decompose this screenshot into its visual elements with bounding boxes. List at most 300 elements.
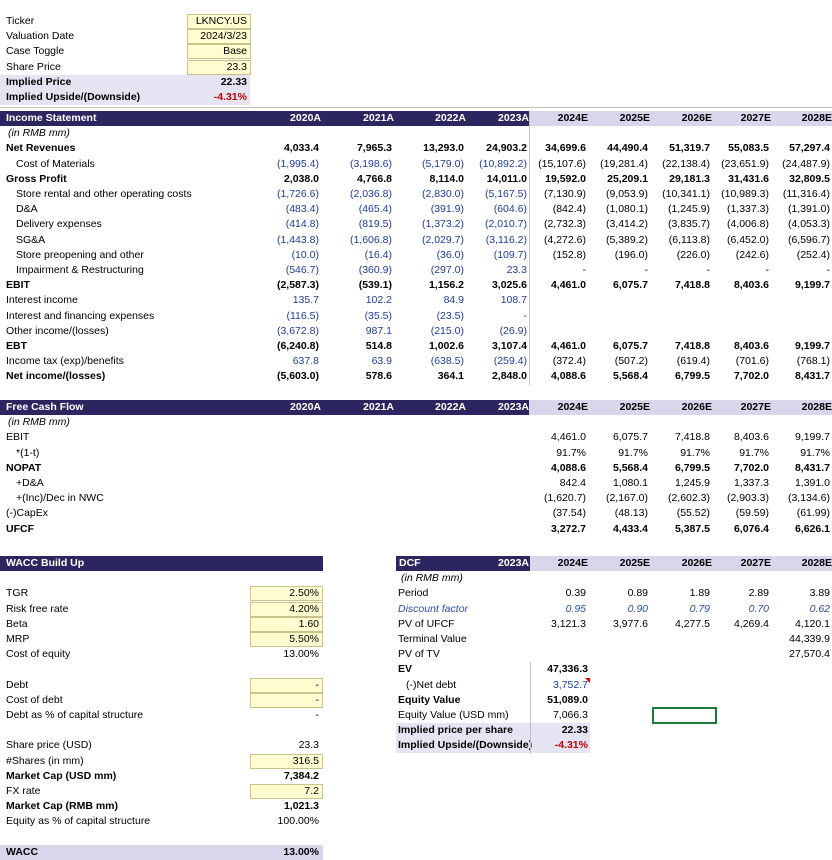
income-row-label: EBIT [6,279,30,292]
income-value: 1,002.6 [428,340,464,352]
income-value: (4,006.8) [726,218,769,231]
fcf-value: (2,903.3) [726,492,769,505]
income-value: (5,179.0) [421,157,464,170]
income-value: (16.4) [364,248,392,261]
unit-label: (in RMB mm) [8,416,70,429]
wacc-value: 23.3 [298,739,319,752]
income-value: 51,319.7 [669,142,710,155]
fcf-value: 9,199.7 [794,431,830,444]
income-value: 1,156.2 [428,279,464,292]
income-value: 3,107.4 [491,340,527,352]
income-value: (546.7) [285,264,319,276]
income-value: 7,418.8 [674,279,710,292]
income-value: 32,809.5 [789,172,830,185]
fcf-value: (2,167.0) [605,492,648,505]
income-value: (1,337.3) [726,203,769,216]
fcf-row-label: (-)CapEx [6,507,49,520]
income-value: 23.3 [506,264,527,276]
income-value: (9,053.9) [605,188,648,200]
wacc-label: Market Cap (RMB mm) [6,800,119,813]
income-value: 24,903.2 [486,142,527,155]
dcf-summary-value: 3,752.7 [552,678,588,691]
fcf-year-2020A: 2020A [290,401,321,413]
income-row-label: EBT [6,340,27,352]
year-header-2027E: 2027E [740,112,771,124]
dcf-year-2026E: 2026E [681,557,712,569]
dcf-summary-label: Equity Value [398,693,461,706]
income-value: (619.4) [676,355,710,368]
income-value: (1,391.0) [787,203,830,216]
dcf-year-2025E: 2025E [619,557,650,569]
comment-indicator [585,678,590,683]
wacc-label: Share price (USD) [6,739,92,752]
income-value: (507.2) [614,355,648,368]
income-value: 57,297.4 [789,142,830,155]
year-header-2023A: 2023A [498,112,529,124]
income-value: (109.7) [493,248,527,261]
income-value: 4,461.0 [550,340,586,352]
income-value: (6,596.7) [787,233,830,246]
income-value: 7,965.3 [356,142,392,155]
income-value: 578.6 [365,370,392,383]
income-value: (768.1) [796,355,830,368]
fcf-year-2023A: 2023A [498,401,529,413]
income-value: 29,181.3 [669,172,710,185]
dcf-value: 27,570.4 [789,648,830,661]
income-value: 4,033.4 [283,142,319,155]
income-value: 4,766.8 [356,172,392,185]
income-value: 8,403.6 [733,340,769,352]
income-value: 364.1 [437,370,464,383]
income-row-label: Net Revenues [6,142,76,155]
income-value: (2,587.3) [276,279,319,292]
param-value[interactable]: 2024/3/23 [200,30,247,43]
wacc-value: 7,384.2 [283,769,319,782]
wacc-final-value: 13.00% [283,845,319,858]
dcf-summary-label: (-)Net debt [406,678,457,691]
income-value: - [582,264,586,276]
unit-label: (in RMB mm) [8,127,70,140]
wacc-value[interactable]: 1.60 [298,617,319,630]
dcf-summary-value: -4.31% [554,739,588,752]
fcf-value: (55.52) [676,507,710,520]
income-row-label: Store preopening and other [16,248,144,261]
income-value: 25,209.1 [607,172,648,185]
wacc-label: MRP [6,633,30,645]
fcf-value: 4,433.4 [612,522,648,535]
year-header-2028E: 2028E [801,112,832,124]
dcf-year-0: 2023A [498,557,529,569]
fcf-value: 6,076.4 [733,522,769,535]
fcf-value: 6,626.1 [794,522,830,535]
fcf-value: 7,418.8 [674,431,710,444]
income-value: 13,293.0 [423,142,464,155]
fcf-value: 842.4 [559,477,586,489]
income-value: 7,702.0 [733,370,769,383]
income-value: (6,452.0) [726,233,769,246]
income-value: (22,138.4) [662,157,710,170]
fcf-value: 1,080.1 [612,477,648,489]
income-value: 6,075.7 [612,340,648,352]
wacc-label: Risk free rate [6,602,69,615]
fcf-year-2021A: 2021A [363,401,394,413]
income-value: (1,245.9) [667,203,710,216]
income-value: (5,167.5) [484,188,527,200]
fcf-year-2027E: 2027E [740,401,771,413]
fcf-value: (1,620.7) [543,492,586,505]
wacc-label: Cost of equity [6,648,71,661]
dcf-value: 0.89 [627,587,648,600]
wacc-label: Beta [6,617,28,630]
income-value: (35.5) [364,309,392,322]
fcf-value: 8,403.6 [733,431,769,444]
income-value: (2,830.0) [421,188,464,200]
dcf-summary-label: Equity Value (USD mm) [398,709,509,721]
dcf-unit: (in RMB mm) [401,572,463,585]
param-label: Valuation Date [6,30,75,43]
param-value: -4.31% [213,91,247,103]
income-value: (3,116.2) [485,233,527,246]
income-value: 6,075.7 [612,279,648,292]
income-value: - [523,309,527,322]
dcf-summary-label: Implied price per share [398,724,513,737]
dcf-value: 0.62 [809,602,830,615]
income-value: (36.0) [436,248,464,261]
wacc-final-label: WACC [6,845,39,858]
wacc-input[interactable] [250,678,323,693]
income-value: 8,114.0 [429,172,464,185]
dcf-row-label: Period [398,587,429,600]
income-value: (5,603.0) [276,370,319,383]
income-value: (2,732.3) [543,218,586,231]
income-value: 55,083.5 [728,142,769,155]
income-value: (1,080.1) [605,203,648,216]
dcf-year-2027E: 2027E [740,557,771,569]
dcf-summary-value: 47,336.3 [547,663,588,676]
fcf-row-label: *(1-t) [16,446,40,459]
income-value: 5,568.4 [612,370,648,383]
income-value: (215.0) [430,324,464,337]
fcf-value: 91.7% [618,446,648,459]
income-row-label: Interest and financing expenses [6,309,155,322]
dcf-row-label: Discount factor [398,602,469,615]
fcf-value: (59.59) [735,507,769,520]
dcf-value: 3.89 [809,587,830,600]
income-value: (152.8) [552,248,586,261]
income-value: 34,699.6 [545,142,586,155]
fcf-value: 6,799.5 [674,461,710,474]
income-value: (7,130.9) [543,188,586,200]
income-row-label: D&A [16,203,38,216]
fcf-value: (2,602.3) [667,492,710,505]
income-value: (1,726.6) [276,188,319,200]
income-value: 19,592.0 [545,172,586,185]
income-value: (4,053.3) [787,218,830,231]
income-value: (604.6) [493,203,527,216]
dcf-summary-value: 7,066.3 [552,709,588,721]
income-row-label: SG&A [16,233,46,246]
income-value: 14,011.0 [486,172,527,185]
income-value: (3,835.7) [667,218,710,231]
wacc-label: Debt as % of capital structure [6,709,144,721]
income-value: 135.7 [292,294,319,307]
income-value: (414.8) [285,218,319,231]
fcf-value: 91.7% [680,446,710,459]
wacc-final-band [0,845,323,860]
income-value: (5,389.2) [605,233,648,246]
income-value: 514.8 [365,340,392,352]
income-value: (4,272.6) [543,233,586,246]
dcf-value: 0.95 [565,602,586,615]
income-value: - [765,264,769,276]
fcf-value: 1,245.9 [674,477,710,489]
income-row-label: Delivery expenses [16,218,102,231]
income-value: (2,036.8) [349,188,392,200]
income-value: (483.4) [285,203,319,216]
income-value: 44,490.4 [607,142,648,155]
selected-cell[interactable] [652,707,717,724]
wacc-value: - [315,709,319,721]
fcf-year-2028E: 2028E [801,401,832,413]
wacc-label: Market Cap (USD mm) [6,769,117,782]
income-value: (10,989.3) [721,188,769,200]
income-value: (24,487.9) [782,157,830,170]
income-value: (701.6) [735,355,769,368]
income-value: (2,029.7) [421,233,464,246]
param-value[interactable]: LKNCY.US [195,15,247,27]
year-header-2022A: 2022A [435,112,466,124]
income-value: 637.8 [292,355,319,368]
param-label: Case Toggle [6,45,65,58]
wacc-value[interactable]: 7.2 [304,785,319,797]
income-value: (297.0) [430,264,464,276]
fcf-value: 4,461.0 [550,431,586,444]
income-value: (196.0) [614,248,648,261]
fcf-title: Free Cash Flow [6,401,84,413]
fcf-value: 5,387.5 [674,522,710,535]
fcf-year-2026E: 2026E [681,401,712,413]
income-value: 84.9 [443,294,464,307]
wacc-value[interactable]: - [315,678,319,691]
income-value: (10,892.2) [479,157,527,170]
dcf-year-2024E: 2024E [557,557,588,569]
param-value[interactable]: 23.3 [226,60,247,73]
dcf-row-label: PV of TV [398,648,440,661]
income-value: (1,443.8) [276,233,319,246]
income-value: (1,606.8) [349,233,392,246]
income-value: 9,199.7 [794,340,830,352]
income-value: (391.9) [430,203,464,216]
income-value: (539.1) [358,279,392,292]
year-header-2021A: 2021A [363,112,394,124]
fcf-value: (61.99) [796,507,830,520]
fcf-year-2024E: 2024E [557,401,588,413]
income-value: 7,418.8 [674,340,710,352]
fcf-row-label: +D&A [16,477,44,489]
dcf-value: 0.70 [748,602,769,615]
dcf-value: 3,977.6 [612,617,648,630]
income-value: (6,240.8) [276,340,319,352]
dcf-value: 0.90 [627,602,648,615]
income-value: 9,199.7 [794,279,830,292]
wacc-value[interactable]: 316.5 [292,754,319,767]
dcf-title: DCF [399,557,421,569]
fcf-value: 3,272.7 [550,522,586,535]
dcf-value: 4,120.1 [794,617,830,630]
income-row-label: Impairment & Restructuring [16,264,144,276]
income-value: (19,281.4) [600,157,648,170]
income-value: 4,088.6 [550,370,586,383]
income-value: (3,414.2) [605,218,648,231]
income-value: (819.5) [358,218,392,231]
fcf-value: (37.54) [552,507,586,520]
param-value: 22.33 [220,75,247,88]
fcf-row-label: NOPAT [6,461,42,474]
income-value: 2,848.0 [491,370,527,383]
income-row-label: Store rental and other operating costs [16,188,192,200]
year-header-2024E: 2024E [557,112,588,124]
dcf-value: 0.79 [689,602,710,615]
fcf-value: 8,431.7 [794,461,830,474]
wacc-value[interactable]: 2.50% [289,587,319,600]
income-row-label: Other income/(losses) [6,324,109,337]
dcf-row-label: Terminal Value [398,633,467,645]
income-statement-title: Income Statement [6,112,97,124]
fcf-year-2022A: 2022A [435,401,466,413]
wacc-label: Cost of debt [6,693,63,706]
fcf-value: 91.7% [556,446,586,459]
fcf-value: 91.7% [739,446,769,459]
dcf-value: 3,121.3 [550,617,586,630]
income-value: (10,341.1) [662,188,710,200]
income-value: (1,995.4) [276,157,319,170]
wacc-label: FX rate [6,785,41,797]
dcf-value: 2.89 [748,587,769,600]
income-value: (6,113.8) [668,233,710,246]
wacc-label: #Shares (in mm) [6,754,84,767]
dcf-summary-value: 51,089.0 [547,693,588,706]
fcf-value: 4,088.6 [550,461,586,474]
income-value: (259.4) [493,355,527,368]
gridline [0,107,832,108]
income-row-label: Gross Profit [6,172,67,185]
income-value: 987.1 [365,324,392,337]
income-value: (2,010.7) [484,218,527,231]
income-value: (26.9) [499,324,527,337]
income-value: - [644,264,648,276]
income-value: 4,461.0 [550,279,586,292]
fcf-value: 1,391.0 [794,477,830,489]
income-value: (10.0) [291,248,319,261]
income-row-label: Net income/(losses) [6,370,106,383]
income-value: (1,373.2) [421,218,464,231]
income-value: 3,025.6 [491,279,527,292]
income-row-label: Income tax (exp)/benefits [6,355,124,368]
fcf-value: (3,134.6) [787,492,830,505]
dcf-divider [530,662,532,753]
fcf-row-label: +(Inc)/Dec in NWC [16,492,104,505]
income-value: (3,198.6) [349,157,392,170]
fcf-value: (48.13) [614,507,648,520]
wacc-value: 100.00% [277,815,319,828]
income-value: (638.5) [430,355,464,368]
divider [529,111,531,385]
income-value: (11,316.4) [782,188,830,200]
wacc-value[interactable]: 4.20% [289,602,319,615]
wacc-label: TGR [6,587,29,600]
wacc-label: Debt [6,678,29,691]
dcf-value: 4,269.4 [733,617,769,630]
income-value: (842.4) [552,203,586,216]
wacc-value[interactable]: - [315,693,319,706]
wacc-title: WACC Build Up [6,557,85,569]
fcf-value: 5,568.4 [612,461,648,474]
param-value[interactable]: Base [223,45,247,58]
income-value: 108.7 [500,294,527,307]
income-value: (23.5) [436,309,464,322]
income-value: (372.4) [552,355,586,368]
wacc-label: Equity as % of capital structure [6,815,151,828]
dcf-year-2028E: 2028E [801,557,832,569]
income-value: (465.4) [358,203,392,216]
income-value: 63.9 [371,355,392,368]
fcf-value: 7,702.0 [733,461,769,474]
income-value: (3,672.8) [276,324,319,337]
income-row-label: Interest income [6,294,78,307]
dcf-value: 4,277.5 [674,617,710,630]
param-label: Ticker [6,15,35,27]
dcf-value: 1.89 [689,587,710,600]
income-value: 102.2 [365,294,392,307]
dcf-summary-value: 22.33 [561,724,588,737]
fcf-value: 1,337.3 [733,477,769,489]
income-value: (23,651.9) [721,157,769,170]
fcf-year-2025E: 2025E [619,401,650,413]
fcf-value: 91.7% [800,446,830,459]
param-label: Share Price [6,60,61,73]
wacc-input[interactable] [250,693,323,708]
income-value: (360.9) [358,264,392,276]
income-value: 8,431.7 [794,370,830,383]
year-header-2025E: 2025E [619,112,650,124]
dcf-value: 0.39 [565,587,586,600]
fcf-row-label: EBIT [6,431,30,444]
wacc-value: 1,021.3 [283,800,319,813]
year-header-2020A: 2020A [290,112,321,124]
year-header-2026E: 2026E [681,112,712,124]
param-label: Implied Upside/(Downside) [6,91,141,103]
fcf-row-label: UFCF [6,522,34,535]
wacc-value[interactable]: 5.50% [289,633,319,645]
income-value: (226.0) [676,248,710,261]
dcf-value: 44,339.9 [789,633,830,645]
param-label: Implied Price [6,75,72,88]
income-row-label: Cost of Materials [16,157,95,170]
dcf-row-label: PV of UFCF [398,617,455,630]
income-value: (252.4) [796,248,830,261]
income-value: 6,799.5 [674,370,710,383]
income-value: (15,107.6) [538,157,586,170]
income-value: (116.5) [286,309,319,322]
income-value: (242.6) [735,248,769,261]
income-value: - [706,264,710,276]
dcf-summary-label: Implied Upside/(Downside) [398,739,533,752]
dcf-summary-label: EV [398,663,413,676]
wacc-value: 13.00% [283,648,319,661]
income-value: 31,431.6 [728,172,769,185]
income-value: 8,403.6 [733,279,769,292]
fcf-value: 6,075.7 [612,431,648,444]
